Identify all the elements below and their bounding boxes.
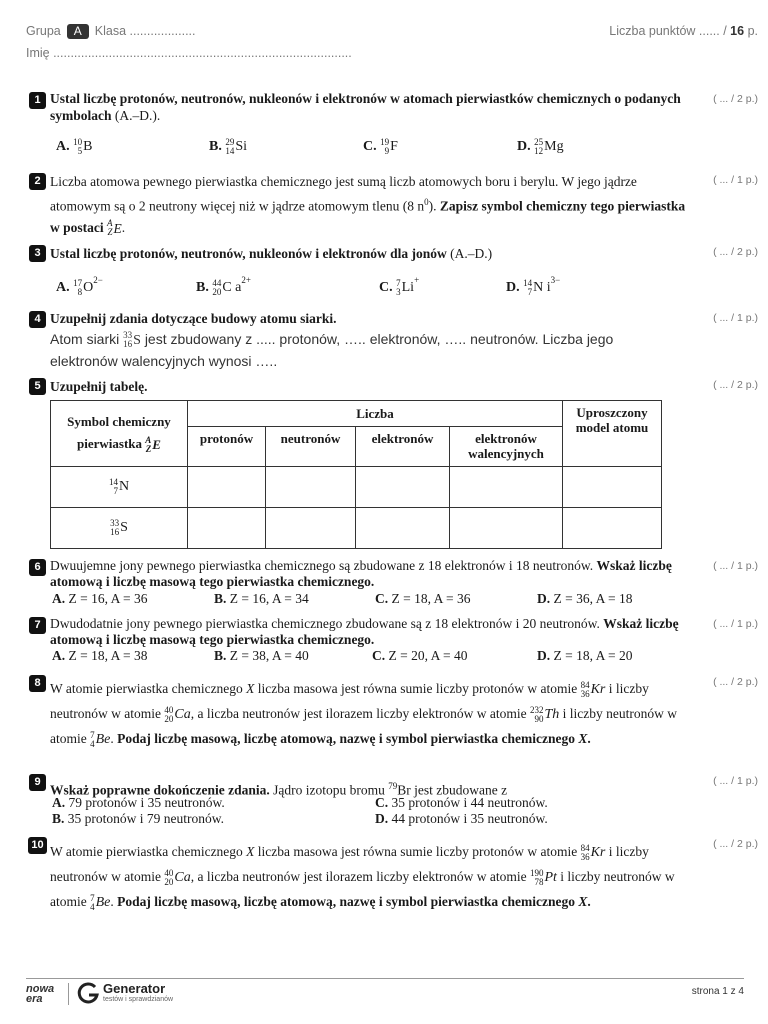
page-number: strona 1 z 4	[691, 986, 744, 997]
points-box: ( ... / 2 p.)	[713, 93, 758, 105]
answer-option[interactable]: C. 35 protonów i 44 neutronów.	[375, 795, 548, 810]
cell-protons[interactable]	[188, 508, 266, 549]
cell-valence[interactable]	[450, 467, 563, 508]
points-box: ( ... / 1 p.)	[713, 174, 758, 186]
answer-option[interactable]: A. 17 8 O $^{2-}$	[56, 275, 103, 297]
answer-option[interactable]: D. 25 12 Mg	[517, 137, 564, 156]
answer-option[interactable]: C. Z = 20, A = 40	[372, 648, 468, 663]
answer-option[interactable]: A. Z = 16, A = 36	[52, 591, 148, 606]
question-10-text: W atomie pierwiastka chemicznego X liczba masowa jest równa sumie liczby protonów w atomie 84 36 Kr i liczby neutronów w atomie 40 20 Ca , a liczba neutronów jest ilorazem liczby elektronów w atomie 190 78 Pt i liczby neutronów w atomie 7 4 Be . Podaj liczbę masową, liczbę atomową, nazwę i symbol pierwiastka chemicznego X.	[50, 842, 675, 912]
th-symbol: Symbol chemiczny pierwiastka A Z E	[51, 401, 188, 467]
th-liczba: Liczba	[188, 401, 563, 427]
nowa-era-logo: nowa era	[26, 983, 55, 1005]
group-badge: A	[67, 24, 89, 39]
row-symbol: 33 16 S	[51, 508, 188, 549]
answer-option[interactable]: B. 29 14 Si	[209, 137, 248, 156]
cell-neutrons[interactable]	[266, 467, 356, 508]
cell-valence[interactable]	[450, 508, 563, 549]
cell-electrons[interactable]	[356, 467, 450, 508]
answer-option[interactable]: A. Z = 18, A = 38	[52, 648, 148, 663]
question-6-text: Dwuujemne jony pewnego pierwiastka chemicznego są zbudowane z 18 elektronów i 18 neutronów. Wskaż liczbę atomową i liczbę masową tego pierwiastka chemicznego.	[50, 558, 672, 589]
points-total: Liczba punktów ...... / 16 p.	[609, 24, 758, 38]
question-number: 8	[29, 675, 46, 692]
question-number: 2	[29, 173, 46, 190]
question-1-text: Ustal liczbę protonów, neutronów, nukleonów i elektronów w atomach pierwiastków chemicznych o podanych symbolach (A.–D.).	[50, 91, 681, 123]
answer-option[interactable]: D. Z = 36, A = 18	[537, 591, 633, 606]
question-number: 1	[29, 92, 46, 109]
th-neutrons: neutronów	[266, 427, 356, 467]
generator-logo: Generator testów i sprawdzianów	[103, 981, 174, 1003]
answer-option[interactable]: C. Z = 18, A = 36	[375, 591, 471, 606]
footer-divider	[26, 978, 744, 979]
answer-option[interactable]: D. 14 7 N i $^{3-}$	[506, 275, 561, 297]
question-7-text: Dwudodatnie jony pewnego pierwiastka chemicznego zbudowane są z 18 elektronów i 20 neutronów. Wskaż liczbę atomową i liczbę masową tego pierwiastka chemicznego.	[50, 616, 679, 647]
answer-option[interactable]: A. 79 protonów i 35 neutronów.	[52, 795, 225, 810]
question-5-text: Uzupełnij tabelę.	[50, 379, 148, 394]
points-box: ( ... / 1 p.)	[713, 312, 758, 324]
question-9-text: Wskaż poprawne dokończenie zdania. Jądro izotopu bromu $^{79}$Br jest zbudowane z	[50, 781, 508, 798]
answer-table	[50, 400, 662, 549]
question-number: 5	[29, 378, 46, 395]
answer-option[interactable]: D. Z = 18, A = 20	[537, 648, 633, 663]
cell-model[interactable]	[563, 467, 662, 508]
th-protons: protonów	[188, 427, 266, 467]
question-number: 10	[28, 837, 47, 854]
cell-model[interactable]	[563, 508, 662, 549]
class-label: Klasa ...................	[94, 24, 196, 38]
question-number: 9	[29, 774, 46, 791]
group-label: Grupa	[26, 24, 61, 38]
answer-option[interactable]: C. 7 3 Li +	[379, 275, 420, 297]
answer-option[interactable]: C. 19 9 F	[363, 137, 398, 156]
answer-option[interactable]: B. 44 20 C a $^{2+}$	[196, 275, 251, 297]
header-group-line	[26, 24, 196, 39]
logo-divider	[68, 983, 69, 1005]
th-model: Uproszczony model atomu	[563, 401, 662, 467]
answer-option[interactable]: B. 35 protonów i 79 neutronów.	[52, 811, 224, 826]
row-symbol: 14 7 N	[51, 467, 188, 508]
points-box: ( ... / 1 p.)	[713, 775, 758, 787]
th-valence: elektronów walencyjnych	[450, 427, 563, 467]
th-electrons: elektronów	[356, 427, 450, 467]
question-number: 4	[29, 311, 46, 328]
answer-option[interactable]: D. 44 protonów i 35 neutronów.	[375, 811, 548, 826]
table-row	[51, 467, 662, 508]
question-3-text: Ustal liczbę protonów, neutronów, nukleonów i elektronów dla jonów (A.–D.)	[50, 246, 493, 261]
question-4-text: Uzupełnij zdania dotyczące budowy atomu siarki.	[50, 311, 337, 326]
answer-option[interactable]: B. Z = 16, A = 34	[214, 591, 309, 606]
points-box: ( ... / 2 p.)	[713, 676, 758, 688]
points-box: ( ... / 2 p.)	[713, 246, 758, 258]
question-8-text: W atomie pierwiastka chemicznego X liczba masowa jest równa sumie liczby protonów w atomie 84 36 Kr i liczby neutronów w atomie 40 20 Ca , a liczba neutronów jest ilorazem liczby elektronów w atomie 232 90 Th i liczby neutronów w atomie 7 4 Be . Podaj liczbę masową, liczbę atomową, nazwę i symbol pierwiastka chemicznego X.	[50, 679, 678, 749]
points-box: ( ... / 1 p.)	[713, 560, 758, 572]
question-number: 7	[29, 617, 46, 634]
points-box: ( ... / 1 p.)	[713, 618, 758, 630]
question-number: 6	[29, 559, 46, 576]
answer-option[interactable]: B. Z = 38, A = 40	[214, 648, 309, 663]
answer-option[interactable]: A. 10 5 B	[56, 137, 93, 156]
generator-icon	[76, 981, 100, 1009]
question-4-body: Atom siarki 33 16 S jest zbudowany z ..... protonów, ….. elektronów, ….. neutronów. Liczba jego elektronów walencyjnych wynosi …..	[50, 330, 614, 369]
question-number: 3	[29, 245, 46, 262]
question-2-text: Liczba atomowa pewnego pierwiastka chemicznego jest sumą liczb atomowych boru i berylu. W jego jądrze atomowym są o 2 neutrony więcej niż w jądrze atomowym tlenu (8 $n^0$). Zapisz symbol chemiczny tego pierwiastka w postaci A Z E .	[50, 174, 686, 238]
cell-neutrons[interactable]	[266, 508, 356, 549]
cell-protons[interactable]	[188, 467, 266, 508]
points-box: ( ... / 2 p.)	[713, 379, 758, 391]
points-box: ( ... / 2 p.)	[713, 838, 758, 850]
cell-electrons[interactable]	[356, 508, 450, 549]
table-row	[51, 508, 662, 549]
name-field[interactable]: Imię ......................................................................................	[26, 46, 352, 60]
